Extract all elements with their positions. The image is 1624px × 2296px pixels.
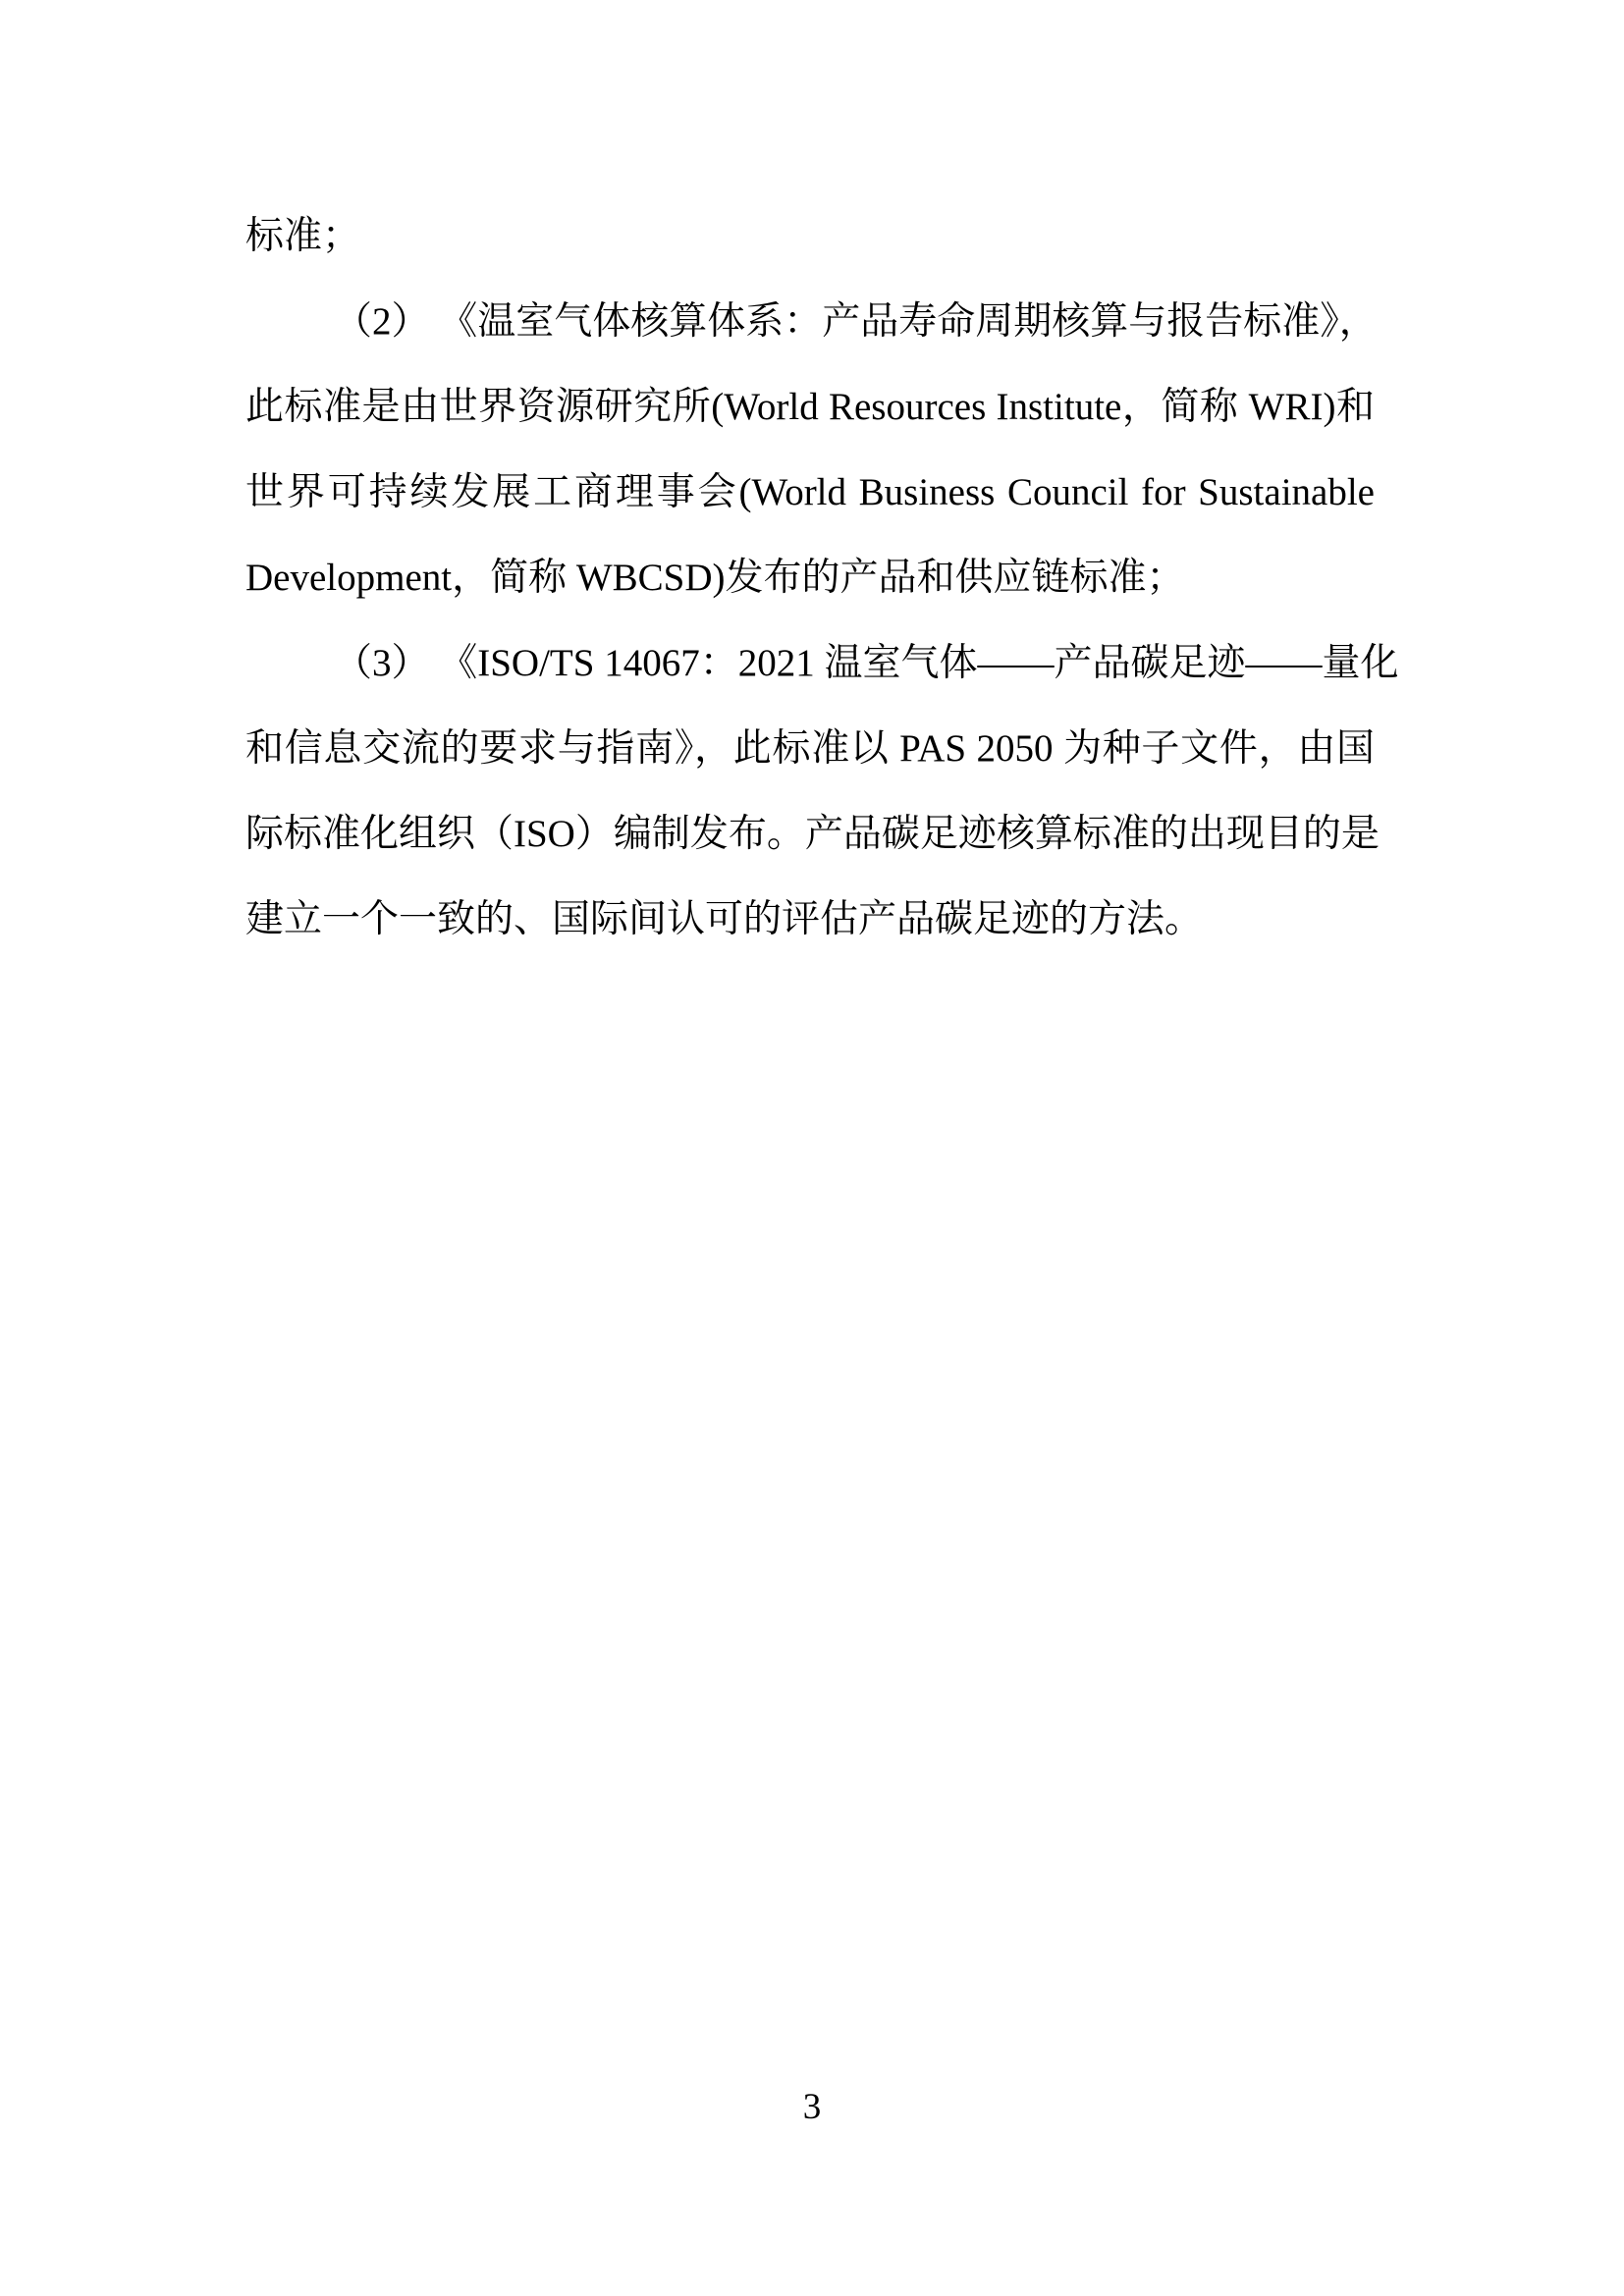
- page-number: 3: [802, 2087, 822, 2127]
- text-line: 和信息交流的要求与指南》，此标准以 PAS 2050 为种子文件，由国: [245, 727, 1375, 770]
- text-line: （2） 《温室气体核算体系：产品寿命周期核算与报告标准》，: [334, 300, 1378, 343]
- text-line: 世界可持续发展工商理事会(World Business Council for Sustainable: [245, 471, 1375, 513]
- text-line: （3） 《ISO/TS 14067：2021 温室气体——产品碳足迹——量化: [334, 642, 1399, 684]
- document-body: [245, 193, 1399, 962]
- text-line: 际标准化组织（ISO）编制发布。产品碳足迹核算标准的出现目的是: [245, 813, 1380, 855]
- text-line: 标准；: [245, 215, 361, 257]
- text-line: 建立一个一致的、国际间认可的评估产品碳足迹的方法。: [245, 898, 1204, 940]
- text-line: 此标准是由世界资源研究所(World Resources Institute，简称 WRI)和: [245, 386, 1375, 428]
- text-line: Development，简称 WBCSD)发布的产品和供应链标准；: [245, 557, 1185, 599]
